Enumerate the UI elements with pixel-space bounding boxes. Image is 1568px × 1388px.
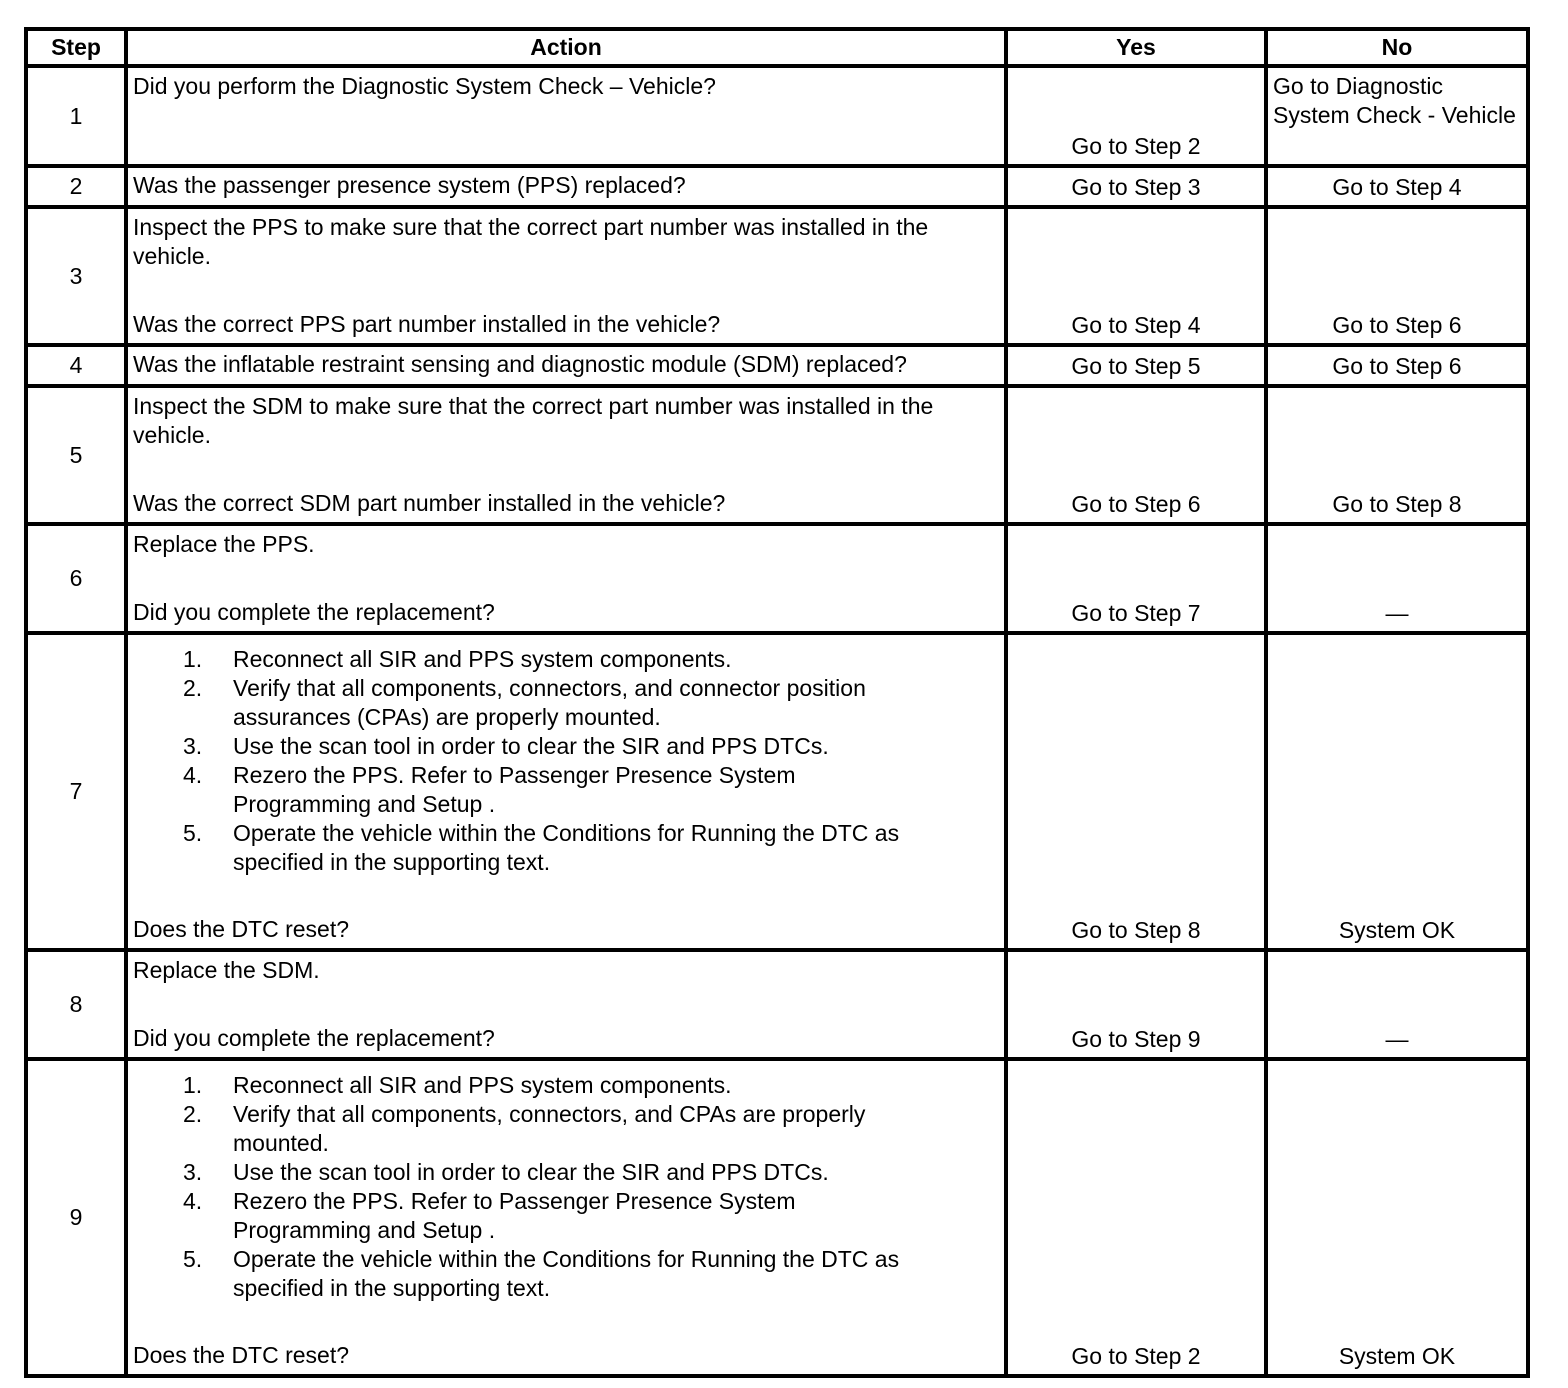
list-number: 3. xyxy=(183,1159,203,1185)
list-item xyxy=(133,1071,998,1100)
list-item xyxy=(133,1158,998,1187)
header-step: Step xyxy=(26,29,126,66)
list-text: Operate the vehicle within the Conditions for Running the DTC as specified in the supporting text. xyxy=(233,1246,900,1301)
list-item xyxy=(133,674,998,732)
action-text: Was the passenger presence system (PPS) replaced? xyxy=(133,172,686,198)
list-item xyxy=(133,1100,998,1158)
no-cell: System OK xyxy=(1266,633,1528,950)
action-cell xyxy=(126,950,1006,1059)
action-question: Does the DTC reset? xyxy=(133,1342,350,1368)
spacer xyxy=(133,271,998,310)
spacer xyxy=(133,985,998,1024)
header-yes: Yes xyxy=(1006,29,1266,66)
action-cell xyxy=(126,345,1006,386)
action-text: Did you perform the Diagnostic System Check – Vehicle? xyxy=(133,73,716,99)
action-cell xyxy=(126,633,1006,950)
yes-cell: Go to Step 7 xyxy=(1006,524,1266,633)
list-number: 1. xyxy=(183,1072,203,1098)
list-text: Rezero the PPS. Refer to Passenger Presence System Programming and Setup . xyxy=(233,762,796,817)
no-cell: Go to Diagnostic System Check - Vehicle xyxy=(1266,66,1528,166)
yes-cell: Go to Step 4 xyxy=(1006,207,1266,345)
step-number: 7 xyxy=(26,633,126,950)
action-cell xyxy=(126,66,1006,166)
list-text: Operate the vehicle within the Conditions for Running the DTC as specified in the supporting text. xyxy=(233,820,900,875)
action-cell xyxy=(126,1059,1006,1376)
action-instruction: Inspect the PPS to make sure that the correct part number was installed in the vehicle. xyxy=(133,214,929,269)
yes-cell: Go to Step 3 xyxy=(1006,166,1266,207)
list-number: 3. xyxy=(183,733,203,759)
header-no: No xyxy=(1266,29,1528,66)
action-question: Did you complete the replacement? xyxy=(133,1025,495,1051)
action-question: Did you complete the replacement? xyxy=(133,599,495,625)
table-row xyxy=(26,386,1528,524)
list-text: Rezero the PPS. Refer to Passenger Presence System Programming and Setup . xyxy=(233,1188,796,1243)
no-cell: — xyxy=(1266,950,1528,1059)
step-number: 6 xyxy=(26,524,126,633)
list-item xyxy=(133,819,998,877)
table-row xyxy=(26,166,1528,207)
step-number: 5 xyxy=(26,386,126,524)
list-text: Verify that all components, connectors, and CPAs are properly mounted. xyxy=(233,1101,866,1156)
list-text: Reconnect all SIR and PPS system components. xyxy=(233,1072,732,1098)
table-row xyxy=(26,345,1528,386)
yes-cell: Go to Step 6 xyxy=(1006,386,1266,524)
action-text: Was the inflatable restraint sensing and diagnostic module (SDM) replaced? xyxy=(133,351,907,377)
spacer xyxy=(133,559,998,598)
list-item xyxy=(133,732,998,761)
table-row xyxy=(26,207,1528,345)
list-item xyxy=(133,1245,998,1303)
spacer xyxy=(133,877,998,915)
table-row xyxy=(26,1059,1528,1376)
spacer xyxy=(133,1303,998,1341)
table-row xyxy=(26,524,1528,633)
action-cell xyxy=(126,386,1006,524)
list-item xyxy=(133,645,998,674)
list-number: 2. xyxy=(183,675,203,701)
yes-cell: Go to Step 8 xyxy=(1006,633,1266,950)
yes-cell: Go to Step 2 xyxy=(1006,1059,1266,1376)
yes-cell: Go to Step 9 xyxy=(1006,950,1266,1059)
list-text: Verify that all components, connectors, and connector position assurances (CPAs) are properly mounted. xyxy=(233,675,866,730)
no-cell: Go to Step 4 xyxy=(1266,166,1528,207)
procedure-list xyxy=(133,1065,998,1303)
action-question: Was the correct PPS part number installed in the vehicle? xyxy=(133,311,721,337)
yes-cell: Go to Step 5 xyxy=(1006,345,1266,386)
step-number: 4 xyxy=(26,345,126,386)
action-instruction: Inspect the SDM to make sure that the correct part number was installed in the vehicle. xyxy=(133,393,934,448)
action-question: Was the correct SDM part number installed in the vehicle? xyxy=(133,490,726,516)
action-cell xyxy=(126,166,1006,207)
action-question: Does the DTC reset? xyxy=(133,916,350,942)
header-action: Action xyxy=(126,29,1006,66)
step-number: 1 xyxy=(26,66,126,166)
list-text: Use the scan tool in order to clear the SIR and PPS DTCs. xyxy=(233,733,829,759)
action-instruction: Replace the PPS. xyxy=(133,531,315,557)
procedure-list xyxy=(133,639,998,877)
list-item xyxy=(133,1187,998,1245)
table-row xyxy=(26,66,1528,166)
step-number: 2 xyxy=(26,166,126,207)
no-cell: Go to Step 6 xyxy=(1266,207,1528,345)
list-number: 2. xyxy=(183,1101,203,1127)
no-cell: Go to Step 6 xyxy=(1266,345,1528,386)
header-row xyxy=(26,29,1528,66)
list-number: 1. xyxy=(183,646,203,672)
list-text: Use the scan tool in order to clear the SIR and PPS DTCs. xyxy=(233,1159,829,1185)
step-number: 3 xyxy=(26,207,126,345)
table-row xyxy=(26,633,1528,950)
step-number: 8 xyxy=(26,950,126,1059)
step-number: 9 xyxy=(26,1059,126,1376)
no-cell: System OK xyxy=(1266,1059,1528,1376)
list-number: 5. xyxy=(183,820,203,846)
list-number: 4. xyxy=(183,762,203,788)
no-cell: Go to Step 8 xyxy=(1266,386,1528,524)
table-row xyxy=(26,950,1528,1059)
action-cell xyxy=(126,207,1006,345)
list-item xyxy=(133,761,998,819)
list-number: 4. xyxy=(183,1188,203,1214)
yes-cell: Go to Step 2 xyxy=(1006,66,1266,166)
list-number: 5. xyxy=(183,1246,203,1272)
action-instruction: Replace the SDM. xyxy=(133,957,320,983)
list-text: Reconnect all SIR and PPS system components. xyxy=(233,646,732,672)
action-cell xyxy=(126,524,1006,633)
no-cell: — xyxy=(1266,524,1528,633)
diagnostic-table xyxy=(24,27,1530,1378)
spacer xyxy=(133,450,998,489)
